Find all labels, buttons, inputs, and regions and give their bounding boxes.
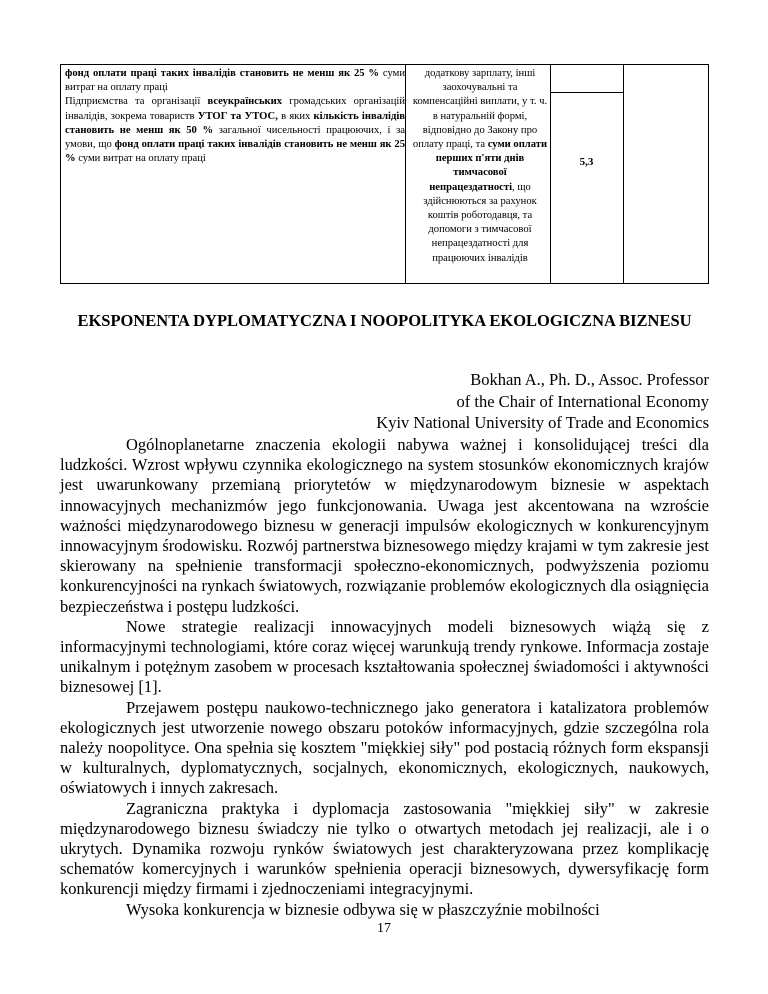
author-chair: of the Chair of International Economy	[456, 391, 709, 411]
bold-text-run: фонд оплати праці таких інвалідів становить не менш як 25 %	[65, 68, 380, 79]
article-title: EKSPONENTA DYPLOMATYCZNA I NOOPOLITYKA EKOLOGICZNA BIZNESU	[77, 311, 692, 330]
text-run: суми витрат на оплату праці	[75, 153, 206, 165]
cell-paragraph	[65, 67, 405, 95]
body-paragraph: Zagraniczna praktyka i dyplomacja zastosowania "miękkiej siły" w zakresie międzynarodowego biznesu świadczy nie tylko o otwartych metodach jej realizacji, ale i o ukrytych. Dynamika rozwoju rynków światowych jest charakteryzowana przez komplikację schematów komercyjnych i warunków spełnienia operacji biznesowych, dywersyfikację form konkurencji między firmami i zjednoczeniami integracyjnymi.	[60, 798, 709, 899]
text-run: в яких	[277, 110, 314, 122]
author-university: Kyiv National University of Trade and Economics	[376, 413, 709, 432]
table-divider	[405, 65, 406, 283]
body-paragraph: Wysoka konkurencja w biznesie odbywa się w płaszczyźnie mobilności	[126, 899, 600, 919]
cell-paragraph	[65, 95, 405, 166]
table-cell-payments	[410, 67, 550, 266]
bold-text-run: суми оплати перших п'яти днів тимчасової непрацездатності	[429, 139, 548, 193]
data-table	[60, 64, 709, 284]
author-block	[376, 369, 709, 434]
bold-text-run: всеукраїнських	[207, 96, 283, 108]
article-body	[60, 435, 709, 920]
bold-text-run: фонд оплати праці таких інвалідів становить не менш як 25 %	[65, 139, 405, 165]
text-run: суми витрат на оплату праці	[65, 68, 405, 94]
table-cell-conditions	[65, 67, 405, 166]
table-cell-rate: 5,3	[579, 156, 594, 168]
text-run: громадських організацій інвалідів, зокрема товариств	[65, 96, 405, 122]
table-divider	[550, 92, 623, 93]
author-name: Bokhan A., Ph. D., Assoc. Professor	[470, 370, 709, 389]
text-run: додаткову зарплату, інші заохочувальні та компенсаційні виплати, у т. ч. в натуральній формі, відповідно до Закону про оплату праці, та	[412, 68, 548, 151]
text-run: Підприємства та організації	[65, 96, 208, 108]
body-paragraph: Nowe strategie realizacji innowacyjnych modeli biznesowych wiążą się z informacyjnymi technologiami, które coraz więcej warunkują trendy rynkowe. Informacja zostaje unikalnym i potężnym zasobem w procesach kształtowania społecznej świadomości i aktywności biznesowej [1].	[60, 616, 709, 697]
body-paragraph: Przejawem postępu naukowo-technicznego jako generatora i katalizatora problemów ekologicznych jest utworzenie nowego obszaru potoków informacyjnych, gdzie szczególna rola należy noopolityce. Ona spełnia się kosztem "miękkiej siły" pod postacią różnych form ekspansji w kulturalnych, dyplomatycznych, socjalnych, ekonomicznych, ekologicznych, naukowych, oświatowych i innych zakresach.	[60, 697, 709, 798]
bold-text-run: кількість інвалідів становить не менш як 50 %	[65, 110, 405, 136]
text-run: , що здійснюються за рахунок коштів роботодавця, та допомоги з тимчасової непрацездатності для працюючих інвалідів	[423, 181, 537, 264]
cell-paragraph	[410, 67, 550, 266]
table-divider	[550, 65, 551, 283]
bold-text-run: УТОГ та УТОС,	[197, 110, 278, 122]
table-divider	[623, 65, 624, 283]
body-paragraph: Ogólnoplanetarne znaczenia ekologii nabywa ważnej i konsolidującej treści dla ludzkości. Wzrost wpływu czynnika ekologicznego na system stosunków ekonomicznych krajów jest uwarunkowany przemianą priorytetów w międzynarodowym biznesie w aspektach innowacyjnych mechanizmów jego funkcjonowania. Uwaga jest akcentowana na wzroście ważności międzynarodowego biznesu w generacji impulsów ekologicznych w konkurencyjnym innowacyjnym środowisku. Rozwój partnerstwa biznesowego między krajami w tym zakresie jest skierowany na spełnienie transformacji społeczno-ekonomicznych, podwyższenia poziomu konkurencyjności na rynkach światowych, rozwiązanie problemów ekologicznych dla osiągnięcia bezpieczeństwa i postępu ludzkości.	[60, 435, 709, 616]
page-number: 17	[377, 921, 391, 936]
text-run: загальної чисельності працюючих, і за умови, що	[65, 124, 405, 151]
